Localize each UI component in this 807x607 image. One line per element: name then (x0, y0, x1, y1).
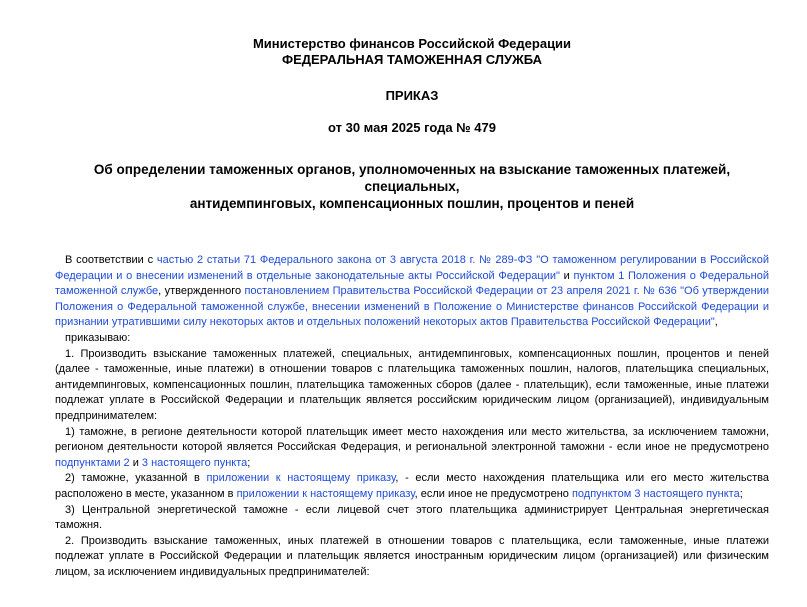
link-appendix[interactable]: приложении к настоящему приказу (236, 487, 415, 500)
subitem-2-paragraph (55, 471, 769, 502)
subitem-text: , - если место нахождения плательщика или его место жительства расположено в месте, указанном в (55, 472, 769, 500)
link-federal-law-289[interactable]: частью 2 статьи 71 Федерального закона от 3 августа 2018 г. № 289-ФЗ "О таможенном регулировании в Российской Федерации и о внесении изменений в отдельные законодательные акты Российской Федерации" (55, 254, 770, 282)
document-body (55, 253, 769, 580)
link-subitem-3[interactable]: подпунктом 3 настоящего пункта (571, 487, 740, 500)
subitem-3-paragraph: 3) Центральной энергетической таможне - если лицевой счет этого плательщика администрирует Центральная энергетическая таможня. (55, 503, 769, 532)
subitem-text: ; (247, 456, 251, 469)
item-1-paragraph: 1. Производить взыскание таможенных платежей, специальных, антидемпинговых, компенсационных пошлин, процентов и пеней (далее - таможенные, иные платежи) в отношении товаров с плательщика таможенных пошлин, налогов, плательщика специальных, антидемпинговых, компенсационных пошлин, плательщика таможенных сборов (далее - плательщик), если таможенные, иные платежи подлежат уплате в Российской Федерации и плательщик является российским юридическим лицом (организацией), индивидуальным предпринимателем: (55, 347, 769, 422)
preamble-text: и (559, 269, 574, 282)
subitem-text: 2) таможне, указанной в (65, 472, 207, 485)
service-name: ФЕДЕРАЛЬНАЯ ТАМОЖЕННАЯ СЛУЖБА (281, 52, 543, 67)
title-line-1: Об определении таможенных органов, уполномоченных на взыскание таможенных платежей, специальных, (93, 162, 731, 194)
subitem-text: 1) таможне, в регионе деятельности которой плательщик имеет место нахождения или место жительства, за исключением таможни, регионом деятельности которой является Российская Федерация, и региональной электронной таможни - если иное не предусмотрено (55, 425, 769, 454)
link-appendix[interactable]: приложении к настоящему приказу (206, 472, 396, 485)
subitem-1-paragraph (55, 425, 769, 472)
preamble-text: , (714, 316, 718, 329)
order-word: приказываю: (65, 331, 131, 344)
preamble-paragraph (55, 253, 769, 331)
subitem-text: ; (739, 487, 743, 500)
link-subitem-3[interactable]: 3 настоящего пункта (141, 456, 248, 469)
link-subitem-2[interactable]: подпунктами 2 (55, 456, 130, 469)
document-date-number: от 30 мая 2025 года № 479 (328, 120, 496, 135)
subitem-text: , если иное не предусмотрено (414, 487, 572, 500)
link-government-decree-636[interactable]: постановлением Правительства Российской Федерации от 23 апреля 2021 г. № 636 "Об утверждении Положения о Федеральной таможенной службе, внесении изменений в Положение о Министерстве финансов Российской Федерации и признании утратившими силу некоторых актов и отдельных положений некоторых актов Правительства Российской Федерации" (55, 285, 770, 329)
document-page (0, 36, 807, 607)
title-line-2: антидемпинговых, компенсационных пошлин, процентов и пеней (189, 196, 635, 211)
preamble-text: В соответствии с (65, 254, 157, 266)
ministry-name: Министерство финансов Российской Федерации (252, 36, 572, 51)
preamble-text: , утвержденного (158, 285, 245, 298)
document-title (55, 161, 769, 212)
subitem-text: и (129, 456, 142, 469)
document-type: ПРИКАЗ (385, 88, 439, 103)
link-fts-regulation[interactable]: пунктом 1 Положения о Федеральной таможенной службе (55, 269, 769, 298)
item-2-paragraph: 2. Производить взыскание таможенных, иных платежей в отношении товаров с плательщика, если таможенные, иные платежи подлежат уплате в Российской Федерации и плательщик является иностранным юридическим лицом (организацией) или физическим лицом, за исключением индивидуальных предпринимателей: (55, 534, 769, 578)
